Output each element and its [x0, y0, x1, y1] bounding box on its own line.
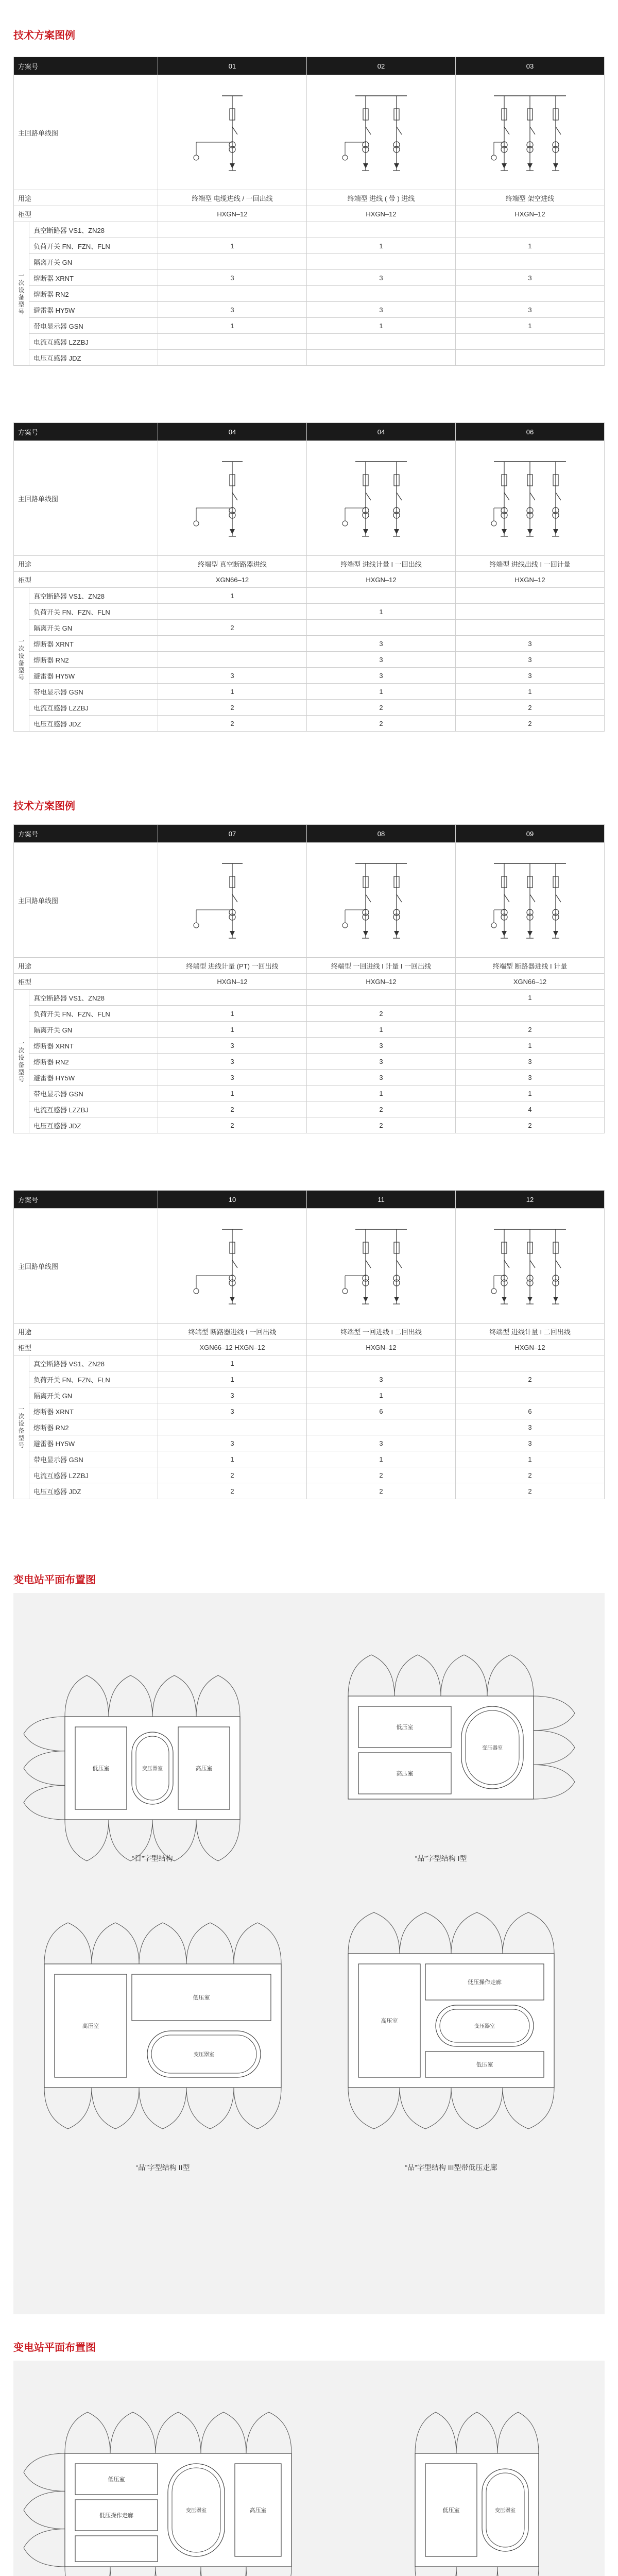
- section-title-layout-2: 变电站平面布置图: [13, 2342, 96, 2353]
- equipment-qty: 1: [158, 1086, 307, 1101]
- svg-text:低压室: 低压室: [396, 1724, 414, 1731]
- single-line-diagram: [158, 1209, 307, 1324]
- equipment-qty: 2: [158, 716, 307, 732]
- cabinet-value: HXGN–12: [158, 206, 307, 222]
- equipment-qty: [307, 1419, 456, 1435]
- equipment-qty: 3: [307, 302, 456, 318]
- cabinet-value: HXGN–12: [307, 1340, 456, 1355]
- usage-value: 终端型 断路器进线 I 一回出线: [158, 1324, 307, 1340]
- single-line-diagram: [307, 843, 456, 958]
- usage-label: 用途: [14, 958, 158, 974]
- single-line-diagram: [307, 441, 456, 556]
- equipment-qty: 1: [455, 1451, 604, 1467]
- scheme-no: 01: [158, 57, 307, 75]
- equipment-qty: 3: [455, 1070, 604, 1086]
- equipment-name: 熔断器 XRNT: [29, 1403, 158, 1419]
- equipment-qty: 3: [158, 1387, 307, 1403]
- cabinet-label: 柜型: [14, 206, 158, 222]
- scheme-no: 11: [307, 1191, 456, 1209]
- single-line-diagram-svg: [181, 80, 284, 183]
- equipment-qty: 3: [158, 1403, 307, 1419]
- equipment-qty: 3: [307, 1038, 456, 1054]
- svg-text:低压室: 低压室: [476, 2062, 493, 2068]
- equipment-name: 电压互感器 JDZ: [29, 1117, 158, 1133]
- scheme-table-2: [13, 422, 605, 732]
- equipment-qty: 1: [307, 1387, 456, 1403]
- cabinet-value: XGN66–12: [455, 974, 604, 990]
- layout-caption-4: “品”字型结构 III型带低压走廊: [405, 2163, 497, 2172]
- scheme-no-label: 方案号: [14, 1191, 158, 1209]
- equipment-qty: [307, 254, 456, 270]
- equipment-qty: 3: [158, 1054, 307, 1070]
- equipment-qty: 1: [158, 1355, 307, 1371]
- equipment-qty: [158, 350, 307, 366]
- single-line-diagram-svg: [181, 848, 284, 951]
- usage-value: 终端型 电缆进线 / 一回出线: [158, 190, 307, 206]
- equipment-name: 电流互感器 LZZBJ: [29, 1101, 158, 1117]
- single-line-diagram: [455, 441, 604, 556]
- equipment-qty: [158, 604, 307, 620]
- svg-text:低压室: 低压室: [193, 1995, 210, 2001]
- usage-value: 终端型 进线计量 I 一回出线: [307, 556, 456, 572]
- equipment-name: 避雷器 HY5W: [29, 668, 158, 684]
- equipment-qty: 3: [158, 1435, 307, 1451]
- single-line-diagram-svg: [330, 1214, 433, 1317]
- svg-text:高压室: 高压室: [195, 1766, 213, 1772]
- equipment-name: 隔离开关 GN: [29, 1022, 158, 1038]
- equipment-qty: 3: [455, 270, 604, 286]
- equipment-name: 真空断路器 VS1、ZN28: [29, 588, 158, 604]
- equipment-qty: 3: [455, 636, 604, 652]
- cabinet-value: XGN66–12 HXGN–12: [158, 1340, 307, 1355]
- single-line-diagram: [455, 1209, 604, 1324]
- scheme-no: 06: [455, 423, 604, 441]
- svg-text:低压室: 低压室: [442, 2507, 460, 2514]
- equipment-qty: 3: [158, 1070, 307, 1086]
- equipment-qty: 1: [455, 990, 604, 1006]
- equipment-name: 熔断器 XRNT: [29, 270, 158, 286]
- scheme-no-label: 方案号: [14, 825, 158, 843]
- secondary-label: [14, 990, 29, 1133]
- equipment-name: 电流互感器 LZZBJ: [29, 334, 158, 350]
- equipment-name: 熔断器 RN2: [29, 1419, 158, 1435]
- equipment-name: 带电显示器 GSN: [29, 684, 158, 700]
- equipment-qty: 1: [158, 1006, 307, 1022]
- equipment-qty: [455, 222, 604, 238]
- equipment-name: 避雷器 HY5W: [29, 1435, 158, 1451]
- equipment-qty: [455, 350, 604, 366]
- single-line-diagram: [455, 75, 604, 190]
- equipment-qty: 3: [307, 270, 456, 286]
- scheme-no: 12: [455, 1191, 604, 1209]
- equipment-qty: 3: [307, 1371, 456, 1387]
- section-title-layout-1: 变电站平面布置图: [13, 1574, 96, 1586]
- svg-text:变压器室: 变压器室: [194, 2052, 214, 2058]
- usage-label: 用途: [14, 1324, 158, 1340]
- cabinet-value: HXGN–12: [158, 974, 307, 990]
- scheme-table-4: [13, 1190, 605, 1499]
- cabinet-value: HXGN–12: [307, 572, 456, 588]
- equipment-name: 隔离开关 GN: [29, 1387, 158, 1403]
- scheme-no-label: 方案号: [14, 57, 158, 75]
- equipment-qty: [455, 334, 604, 350]
- equipment-qty: 3: [455, 1435, 604, 1451]
- equipment-qty: [158, 636, 307, 652]
- scheme-no: 10: [158, 1191, 307, 1209]
- cabinet-value: HXGN–12: [455, 206, 604, 222]
- secondary-label-text: 一 次 设 备 型 号: [18, 272, 25, 315]
- scheme-no: 04: [158, 423, 307, 441]
- usage-value: 终端型 进线计量 (PT) 一回出线: [158, 958, 307, 974]
- equipment-qty: 3: [158, 302, 307, 318]
- equipment-qty: 3: [307, 668, 456, 684]
- cabinet-label: 柜型: [14, 974, 158, 990]
- main-diagram-label: 主回路单线图: [14, 75, 158, 190]
- equipment-qty: 1: [158, 1371, 307, 1387]
- scheme-no: 08: [307, 825, 456, 843]
- single-line-diagram-svg: [478, 80, 581, 183]
- equipment-name: 带电显示器 GSN: [29, 1451, 158, 1467]
- equipment-qty: 1: [158, 588, 307, 604]
- secondary-label-text: 一 次 设 备 型 号: [18, 638, 25, 681]
- equipment-qty: 3: [307, 636, 456, 652]
- svg-text:低压操作走廊: 低压操作走廊: [99, 2513, 133, 2519]
- scheme-table-3: [13, 824, 605, 1133]
- usage-value: 终端型 真空断路器进线: [158, 556, 307, 572]
- single-line-diagram-svg: [181, 446, 284, 549]
- svg-text:变压器室: 变压器室: [495, 2508, 516, 2514]
- single-line-diagram: [158, 75, 307, 190]
- layout-caption-2: “品”字型结构 I型: [415, 1854, 467, 1862]
- equipment-qty: [158, 652, 307, 668]
- equipment-qty: [307, 620, 456, 636]
- equipment-qty: 3: [455, 668, 604, 684]
- cabinet-value: HXGN–12: [455, 1340, 604, 1355]
- equipment-qty: 3: [307, 1054, 456, 1070]
- equipment-name: 真空断路器 VS1、ZN28: [29, 222, 158, 238]
- equipment-qty: 3: [307, 1070, 456, 1086]
- equipment-name: 负荷开关 FN、FZN、FLN: [29, 1371, 158, 1387]
- equipment-qty: 4: [455, 1101, 604, 1117]
- scheme-no: 03: [455, 57, 604, 75]
- single-line-diagram-svg: [478, 446, 581, 549]
- equipment-name: 真空断路器 VS1、ZN28: [29, 1355, 158, 1371]
- svg-text:变压器室: 变压器室: [474, 2024, 495, 2029]
- equipment-name: 避雷器 HY5W: [29, 302, 158, 318]
- equipment-qty: 1: [455, 684, 604, 700]
- single-line-diagram-svg: [330, 80, 433, 183]
- svg-text:低压室: 低压室: [108, 2477, 125, 2483]
- equipment-qty: 2: [158, 620, 307, 636]
- single-line-diagram-svg: [478, 1214, 581, 1317]
- scheme-no: 02: [307, 57, 456, 75]
- usage-value: 终端型 断路器进线 I 计量: [455, 958, 604, 974]
- equipment-name: 电压互感器 JDZ: [29, 716, 158, 732]
- equipment-name: 熔断器 XRNT: [29, 1038, 158, 1054]
- equipment-qty: [158, 334, 307, 350]
- equipment-qty: 1: [158, 684, 307, 700]
- equipment-name: 负荷开关 FN、FZN、FLN: [29, 238, 158, 254]
- equipment-qty: 3: [307, 652, 456, 668]
- usage-value: 终端型 架空进线: [455, 190, 604, 206]
- equipment-name: 隔离开关 GN: [29, 254, 158, 270]
- single-line-diagram-svg: [478, 848, 581, 951]
- equipment-qty: [455, 604, 604, 620]
- scheme-no-label: 方案号: [14, 423, 158, 441]
- section-title-tech-2: 技术方案图例: [13, 801, 75, 812]
- single-line-diagram-svg: [330, 446, 433, 549]
- usage-value: 终端型 一回进线 I 二回出线: [307, 1324, 456, 1340]
- equipment-qty: 1: [307, 684, 456, 700]
- secondary-label: [14, 222, 29, 366]
- secondary-label: [14, 1355, 29, 1499]
- svg-text:低压操作走廊: 低压操作走廊: [468, 1979, 502, 1986]
- svg-text:变压器室: 变压器室: [482, 1745, 503, 1751]
- equipment-qty: 2: [158, 700, 307, 716]
- equipment-qty: [455, 254, 604, 270]
- equipment-qty: 1: [455, 318, 604, 334]
- usage-value: 终端型 进线计量 I 二回出线: [455, 1324, 604, 1340]
- svg-text:高压室: 高压室: [396, 1771, 414, 1777]
- section-title-tech-1: 技术方案图例: [13, 30, 75, 41]
- equipment-qty: 2: [307, 1467, 456, 1483]
- equipment-qty: 2: [158, 1483, 307, 1499]
- equipment-qty: 3: [455, 302, 604, 318]
- equipment-qty: [307, 334, 456, 350]
- equipment-name: 熔断器 RN2: [29, 1054, 158, 1070]
- svg-text:变压器室: 变压器室: [142, 1766, 163, 1772]
- svg-text:低压室: 低压室: [92, 1766, 110, 1772]
- layout-caption-1: “目”字型结构: [132, 1854, 173, 1862]
- equipment-qty: 3: [158, 270, 307, 286]
- equipment-qty: 2: [455, 1117, 604, 1133]
- equipment-qty: [158, 222, 307, 238]
- equipment-qty: 6: [307, 1403, 456, 1419]
- equipment-name: 电压互感器 JDZ: [29, 350, 158, 366]
- main-diagram-label: 主回路单线图: [14, 441, 158, 556]
- equipment-qty: [158, 990, 307, 1006]
- secondary-label-text: 一 次 设 备 型 号: [18, 1040, 25, 1083]
- equipment-name: 带电显示器 GSN: [29, 1086, 158, 1101]
- equipment-qty: 2: [307, 1101, 456, 1117]
- main-diagram-label: 主回路单线图: [14, 843, 158, 958]
- equipment-qty: [307, 588, 456, 604]
- equipment-qty: 1: [158, 238, 307, 254]
- single-line-diagram: [158, 843, 307, 958]
- single-line-diagram-svg: [330, 848, 433, 951]
- equipment-qty: 1: [307, 604, 456, 620]
- equipment-qty: 1: [307, 1451, 456, 1467]
- svg-text:高压室: 高压室: [82, 2023, 99, 2029]
- equipment-qty: 1: [307, 238, 456, 254]
- equipment-qty: 2: [307, 1483, 456, 1499]
- equipment-qty: 3: [455, 652, 604, 668]
- single-line-diagram: [455, 843, 604, 958]
- equipment-qty: 2: [455, 1022, 604, 1038]
- scheme-table-1: [13, 57, 605, 366]
- equipment-qty: [158, 1419, 307, 1435]
- equipment-qty: 1: [307, 318, 456, 334]
- equipment-qty: 1: [307, 1086, 456, 1101]
- cabinet-value: HXGN–12: [455, 572, 604, 588]
- equipment-name: 电压互感器 JDZ: [29, 1483, 158, 1499]
- equipment-qty: [307, 350, 456, 366]
- equipment-qty: 2: [455, 1371, 604, 1387]
- layout-drawing-1: [13, 1593, 605, 2314]
- equipment-qty: [307, 1355, 456, 1371]
- equipment-qty: [307, 222, 456, 238]
- cabinet-value: HXGN–12: [307, 206, 456, 222]
- equipment-name: 带电显示器 GSN: [29, 318, 158, 334]
- equipment-qty: 1: [158, 1022, 307, 1038]
- equipment-qty: 1: [455, 238, 604, 254]
- equipment-name: 负荷开关 FN、FZN、FLN: [29, 1006, 158, 1022]
- equipment-qty: 1: [158, 1451, 307, 1467]
- equipment-qty: 1: [455, 1086, 604, 1101]
- equipment-qty: [455, 1006, 604, 1022]
- single-line-diagram: [307, 75, 456, 190]
- equipment-qty: 1: [455, 1038, 604, 1054]
- equipment-name: 熔断器 XRNT: [29, 636, 158, 652]
- layout-panel-2: [13, 2361, 605, 2576]
- cabinet-label: 柜型: [14, 1340, 158, 1355]
- equipment-name: 电流互感器 LZZBJ: [29, 1467, 158, 1483]
- svg-text:变压器室: 变压器室: [186, 2508, 207, 2514]
- layout-panel-1: [13, 1593, 605, 2314]
- secondary-label: [14, 588, 29, 732]
- scheme-no: 04: [307, 423, 456, 441]
- equipment-qty: 2: [455, 716, 604, 732]
- equipment-qty: 2: [307, 716, 456, 732]
- equipment-qty: [455, 1387, 604, 1403]
- equipment-qty: 3: [158, 668, 307, 684]
- single-line-diagram-svg: [181, 1214, 284, 1317]
- equipment-qty: [455, 588, 604, 604]
- usage-value: 终端型 一回进线 I 计量 I 一回出线: [307, 958, 456, 974]
- equipment-qty: 2: [307, 1117, 456, 1133]
- equipment-qty: [455, 1355, 604, 1371]
- equipment-qty: 2: [455, 1483, 604, 1499]
- svg-text:高压室: 高压室: [381, 2018, 398, 2024]
- equipment-qty: [455, 620, 604, 636]
- equipment-name: 避雷器 HY5W: [29, 1070, 158, 1086]
- main-diagram-label: 主回路单线图: [14, 1209, 158, 1324]
- equipment-qty: 1: [307, 1022, 456, 1038]
- scheme-no: 07: [158, 825, 307, 843]
- equipment-qty: [307, 286, 456, 302]
- equipment-qty: 3: [455, 1419, 604, 1435]
- equipment-qty: 2: [307, 700, 456, 716]
- single-line-diagram: [307, 1209, 456, 1324]
- cabinet-label: 柜型: [14, 572, 158, 588]
- layout-caption-3: “品”字型结构 II型: [135, 2163, 190, 2172]
- equipment-qty: 3: [158, 1038, 307, 1054]
- equipment-qty: 1: [158, 318, 307, 334]
- equipment-name: 隔离开关 GN: [29, 620, 158, 636]
- equipment-qty: 2: [158, 1101, 307, 1117]
- equipment-qty: 2: [158, 1117, 307, 1133]
- equipment-qty: [307, 990, 456, 1006]
- single-line-diagram: [158, 441, 307, 556]
- svg-text:高压室: 高压室: [249, 2507, 267, 2514]
- equipment-qty: [158, 254, 307, 270]
- cabinet-value: HXGN–12: [307, 974, 456, 990]
- cabinet-value: XGN66–12: [158, 572, 307, 588]
- equipment-qty: 3: [455, 1054, 604, 1070]
- usage-value: 终端型 进线出线 I 一回计量: [455, 556, 604, 572]
- equipment-qty: [455, 286, 604, 302]
- equipment-name: 电流互感器 LZZBJ: [29, 700, 158, 716]
- equipment-qty: 2: [455, 1467, 604, 1483]
- scheme-no: 09: [455, 825, 604, 843]
- equipment-name: 熔断器 RN2: [29, 652, 158, 668]
- equipment-name: 熔断器 RN2: [29, 286, 158, 302]
- equipment-qty: 2: [307, 1006, 456, 1022]
- equipment-name: 真空断路器 VS1、ZN28: [29, 990, 158, 1006]
- secondary-label-text: 一 次 设 备 型 号: [18, 1405, 25, 1449]
- layout-drawing-2: [13, 2361, 605, 2576]
- usage-value: 终端型 进线 ( 带 ) 进线: [307, 190, 456, 206]
- equipment-qty: 6: [455, 1403, 604, 1419]
- equipment-qty: 2: [455, 700, 604, 716]
- usage-label: 用途: [14, 190, 158, 206]
- usage-label: 用途: [14, 556, 158, 572]
- equipment-qty: [158, 286, 307, 302]
- equipment-name: 负荷开关 FN、FZN、FLN: [29, 604, 158, 620]
- equipment-qty: 2: [158, 1467, 307, 1483]
- equipment-qty: 3: [307, 1435, 456, 1451]
